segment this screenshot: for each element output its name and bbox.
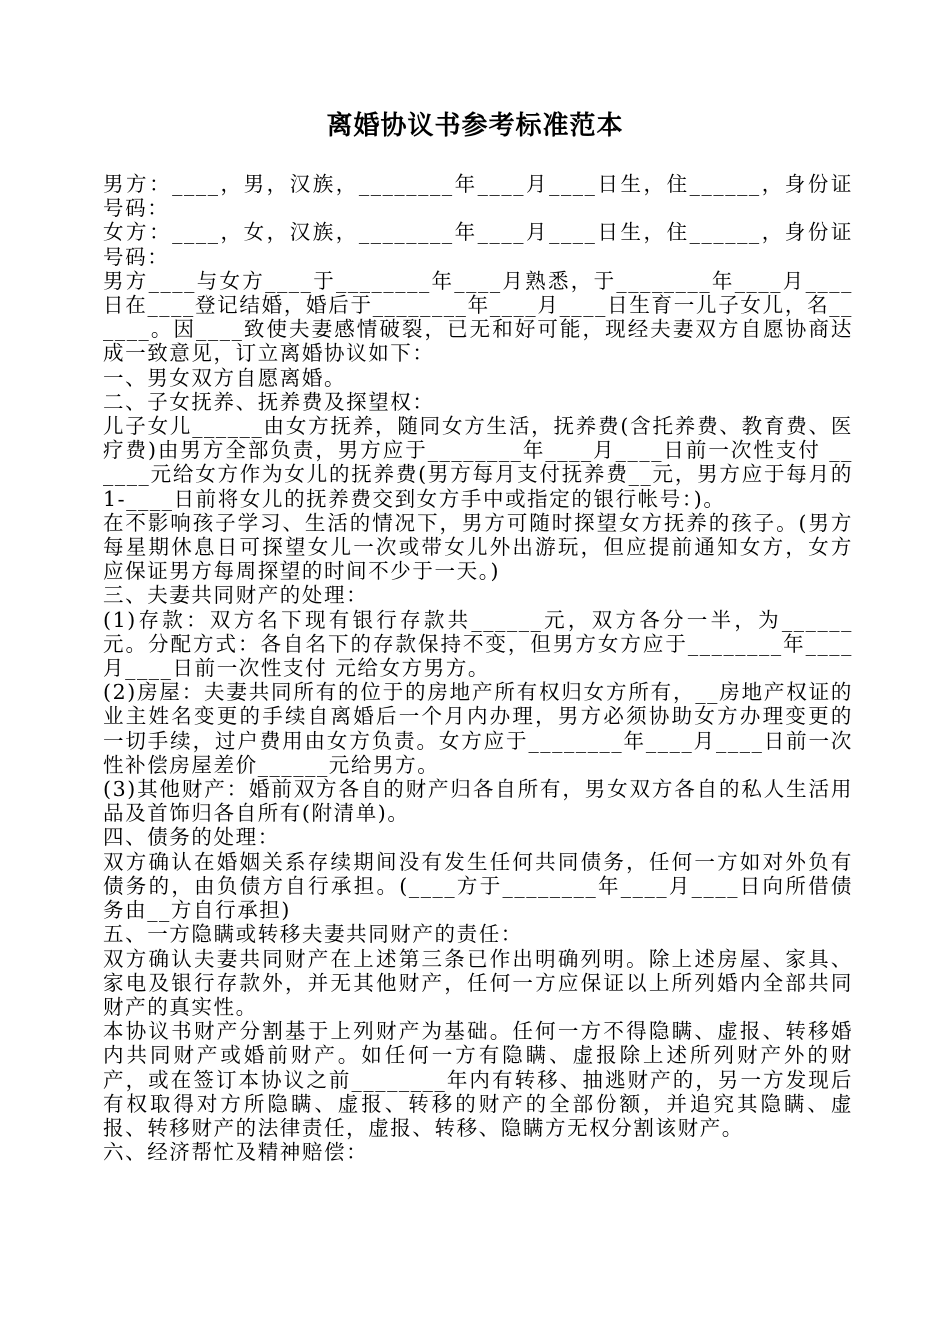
section-heading-3: 三、夫妻共同财产的处理： xyxy=(103,583,369,608)
section-heading-5: 五、一方隐瞒或转移夫妻共同财产的责任： xyxy=(103,922,523,947)
paragraph-other-property: (3)其他财产：婚前双方各自的财产归各自所有，男女双方各自的私人生活用品及首饰归各自所有(附清单)。 xyxy=(103,777,853,826)
paragraph-child-support: 儿子女儿______由女方抚养，随同女方生活，抚养费(含托养费、教育费、医疗费)由男方全部负责，男方应于________年____月____日前一次性支付 ______元给女方作为女儿的抚养费(男方每月支付抚养费__元，男方应于每月的1-____日前将女儿的抚养费交到女方手中或指定的银行帐号：)。 xyxy=(103,414,853,511)
section-heading-6: 六、经济帮忙及精神赔偿： xyxy=(103,1140,369,1165)
paragraph-husband-info: 男方：____，男，汉族，________年____月____日生，住______，身份证号码： xyxy=(103,172,853,221)
paragraph-deposits: (1)存款：双方名下现有银行存款共______元，双方各分一半，为______元。分配方式：各自名下的存款保持不变，但男方女方应于________年____月____日前一次性支付 元给女方男方。 xyxy=(103,607,853,681)
paragraph-house: (2)房屋：夫妻共同所有的位于的房地产所有权归女方所有，__房地产权证的业主姓名变更的手续自离婚后一个月内办理，男方必须协助女方办理变更的一切手续，过户费用由女方负责。女方应于________年____月____日前一次性补偿房屋差价______元给男方。 xyxy=(103,680,853,777)
paragraph-concealment-liability: 本协议书财产分割基于上列财产为基础。任何一方不得隐瞒、虚报、转移婚内共同财产或婚前财产。如任何一方有隐瞒、虚报除上述所列财产外的财产，或在签订本协议之前________年内有转移、抽逃财产的，另一方发现后有权取得对方所隐瞒、虚报、转移的财产的全部份额，并追究其隐瞒、虚报、转移财产的法律责任，虚报、转移、隐瞒方无权分割该财产。 xyxy=(103,1019,853,1140)
section-heading-4: 四、债务的处理： xyxy=(103,825,280,850)
section-heading-2: 二、子女抚养、抚养费及探望权： xyxy=(103,389,435,414)
paragraph-marriage-background: 男方____与女方____于________年____月熟悉，于________年____月____日在____登记结婚，婚后于________年____月____日生育一儿子女儿，名______。因____致使夫妻感情破裂，已无和好可能，现经夫妻双方自愿协商达成一致意见，订立离婚协议如下： xyxy=(103,268,853,366)
paragraph-property-confirmation: 双方确认夫妻共同财产在上述第三条已作出明确列明。除上述房屋、家具、家电及银行存款外，并无其他财产，任何一方应保证以上所列婚内全部共同财产的真实性。 xyxy=(103,946,853,1019)
paragraph-wife-info: 女方：____，女，汉族，________年____月____日生，住______，身份证号码： xyxy=(103,220,853,269)
document-title: 离婚协议书参考标准范本 xyxy=(326,111,624,141)
document-body xyxy=(103,172,853,1164)
paragraph-visitation: 在不影响孩子学习、生活的情况下，男方可随时探望女方抚养的孩子。(男方每星期休息日可探望女儿一次或带女儿外出游玩，但应提前通知女方，女方应保证男方每周探望的时间不少于一天。) xyxy=(103,510,853,584)
paragraph-debts: 双方确认在婚姻关系存续期间没有发生任何共同债务，任何一方如对外负有债务的，由负债方自行承担。(____方于________年____月____日向所借债务由__方自行承担) xyxy=(103,849,853,923)
section-heading-1: 一、男女双方自愿离婚。 xyxy=(103,365,347,390)
